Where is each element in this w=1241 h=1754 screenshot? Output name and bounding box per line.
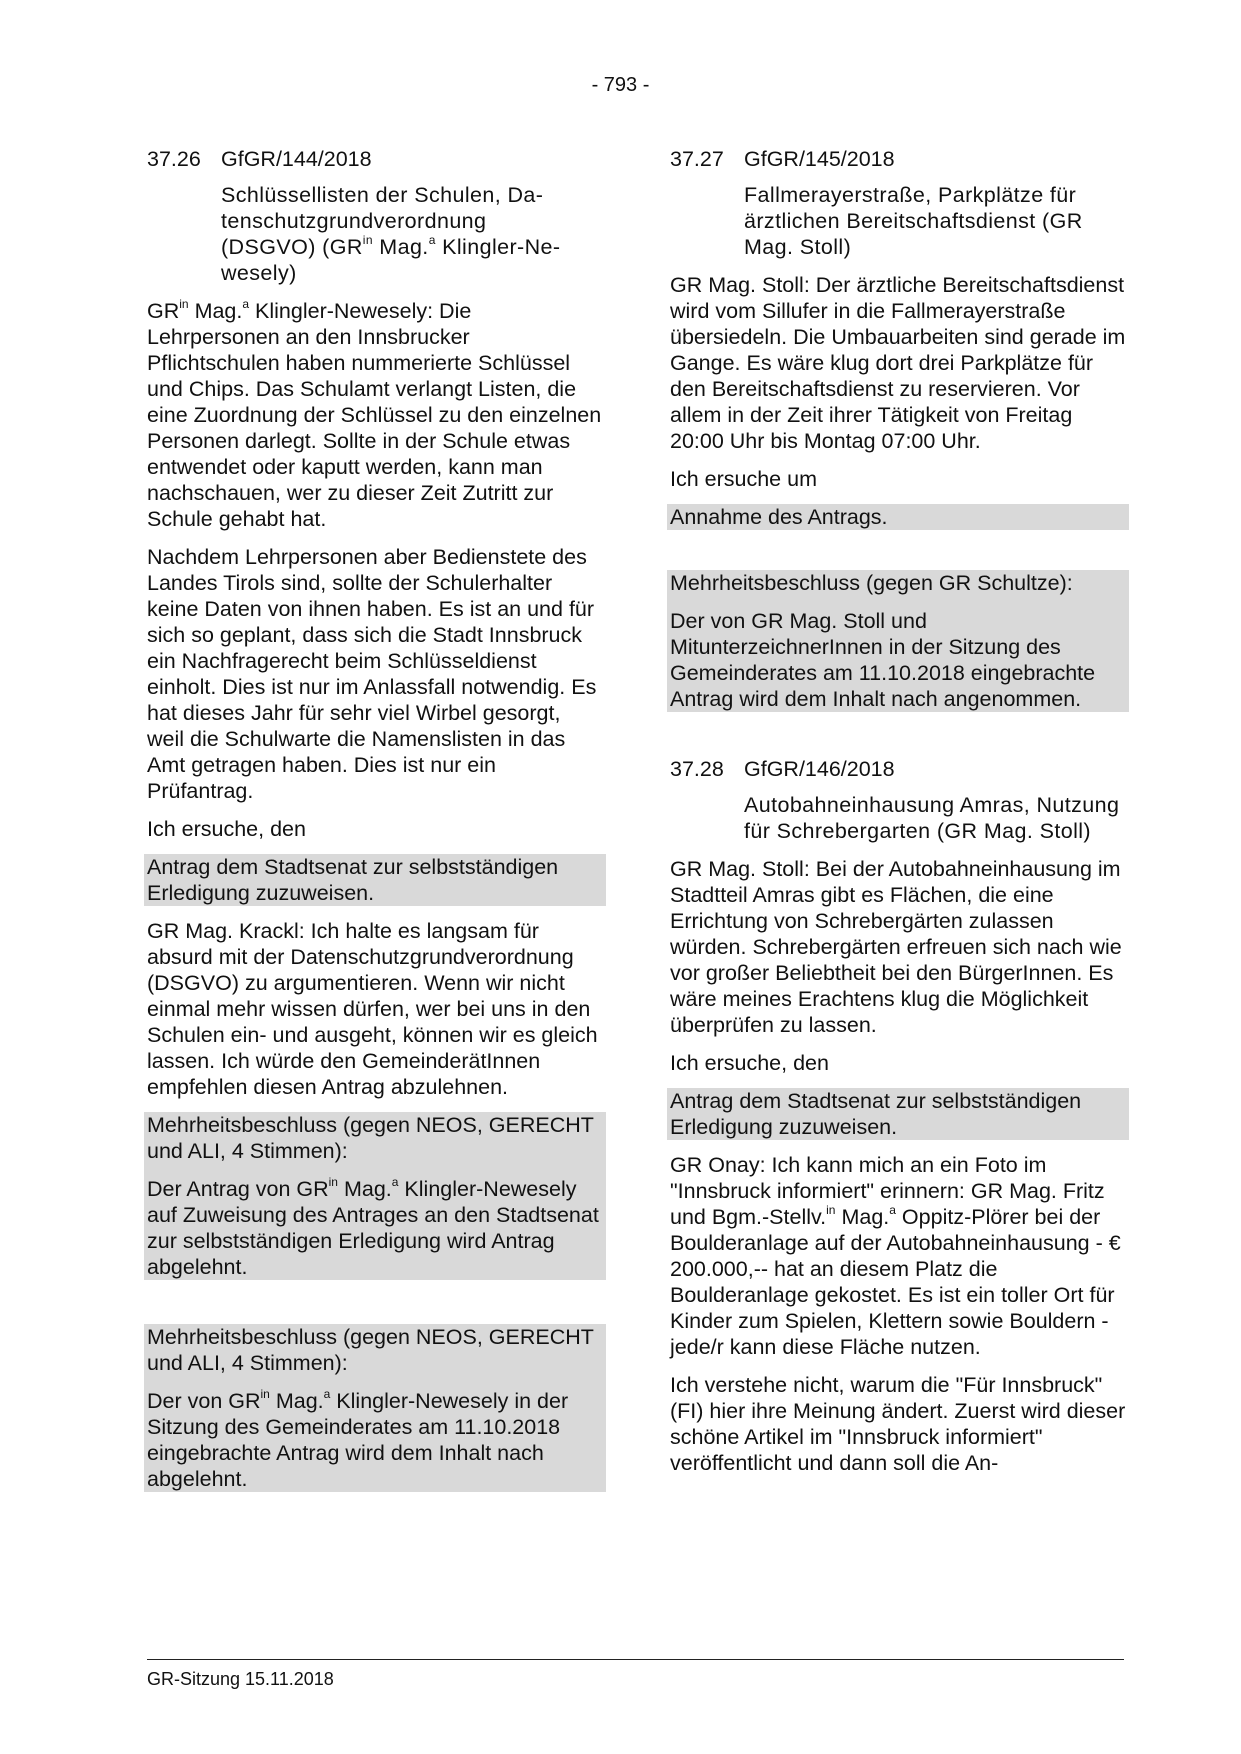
request-box xyxy=(667,1088,1129,1140)
item-number: 37.28 xyxy=(670,757,724,781)
paragraph: GR Mag. Krackl: Ich halte es langsam für absurd mit der Datenschutzgrundverordnung (DSGVO) zu argumentieren. Wenn wir nicht einmal mehr wissen dürfen, wer bei uns in den Schulen ein- und ausgeht, können wir es gleich lassen. Ich würde den GemeinderätInnen empfehlen diesen Antrag abzulehnen. xyxy=(147,919,598,1099)
page-number: - 793 - xyxy=(591,74,650,96)
item-heading-37-26 xyxy=(147,146,603,172)
superscript: in xyxy=(362,232,373,247)
item-title: Fallmerayerstraße, Parkplätze für ärztlichen Bereitschaftsdienst (GR Mag. Stoll) xyxy=(744,183,1083,259)
item-number: 37.26 xyxy=(147,147,201,171)
title-text: Klingler-Ne- xyxy=(435,235,561,259)
paragraph: Ich ersuche um xyxy=(670,467,817,491)
text: Oppitz-Plörer bei der Boulderanlage auf der Autobahneinhausung - € 200.000,-- hat an diesem Platz die Boulderanlage gekostet. Es ist ein toller Ort für Kinder zum Spielen, Klettern sowie Bouldern - jede/r kann diese Fläche nutzen. xyxy=(670,1205,1121,1359)
paragraph xyxy=(147,298,603,532)
item-code: GfGR/145/2018 xyxy=(744,147,895,171)
request-box xyxy=(144,854,606,906)
superscript: a xyxy=(323,1386,331,1401)
vote-box xyxy=(667,570,1129,712)
title-text: Mag. xyxy=(372,235,429,259)
paragraph: GR Mag. Stoll: Der ärztliche Bereitschaftsdienst wird vom Sillufer in die Fallmerayerstraße übersiedeln. Die Umbauarbeiten sind gerade im Gange. Es wäre klug dort drei Parkplätze für den Bereitschaftsdienst zu reservieren. Vor allem in der Zeit ihrer Tätigkeit von Freitag 20:00 Uhr bis Montag 07:00 Uhr. xyxy=(670,273,1126,453)
title-text: (DSGVO) (GR xyxy=(221,235,363,259)
item-heading-37-28 xyxy=(670,756,1126,782)
footer-text: GR-Sitzung 15.11.2018 xyxy=(147,1669,334,1689)
text: Mag. xyxy=(188,299,243,323)
paragraph: Ich ersuche, den xyxy=(147,817,306,841)
request-text: Antrag dem Stadtsenat zur selbstständigen Erledigung zuzuweisen. xyxy=(147,855,559,905)
text: Klingler-Newesely: Die Lehrpersonen an den Innsbrucker Pflichtschulen haben nummerierte Schlüssel und Chips. Das Schulamt verlangt Listen, die eine Zuordnung der Schlüssel zu den einzelnen Personen darlegt. Sollte in der Schule etwas entwendet oder kaputt werden, kann man nachschauen, wer zu dieser Zeit Zutritt zur Schule gehabt hat. xyxy=(147,299,602,531)
right-column xyxy=(670,146,1126,1488)
title-line: tenschutzgrundverordnung xyxy=(221,209,487,233)
superscript: a xyxy=(391,1174,399,1189)
text: GR xyxy=(147,299,180,323)
text: Klingler-Newesely auf Zuweisung des Antrages an den Stadtsenat zur selbstständigen Erledigung wird Antrag abgelehnt. xyxy=(147,1177,599,1279)
paragraph: Ich verstehe nicht, warum die "Für Innsbruck" (FI) hier ihre Meinung ändert. Zuerst wird dieser schöne Artikel im "Innsbruck informiert" veröffentlicht und dann soll die An- xyxy=(670,1373,1126,1475)
request-box xyxy=(667,504,1129,530)
item-number: 37.27 xyxy=(670,147,724,171)
title-line xyxy=(221,234,603,260)
item-heading-37-27 xyxy=(670,146,1126,172)
paragraph: Nachdem Lehrpersonen aber Bedienstete des Landes Tirols sind, sollte der Schulerhalter keine Daten von ihnen haben. Es ist an und für sich so geplant, dass sich die Stadt Innsbruck ein Nachfragerecht beim Schlüsseldienst einholt. Dies ist nur im Anlassfall notwendig. Es hat dieses Jahr für sehr viel Wirbel gesorgt, weil die Schulwarte die Namenslisten in das Amt getragen haben. Dies ist nur ein Prüfantrag. xyxy=(147,545,597,803)
vote-text xyxy=(147,1176,603,1280)
vote-box xyxy=(144,1324,606,1492)
superscript: in xyxy=(260,1386,270,1401)
item-title xyxy=(221,182,603,286)
footer-divider xyxy=(147,1659,1124,1660)
request-text: Antrag dem Stadtsenat zur selbstständigen Erledigung zuzuweisen. xyxy=(670,1089,1082,1139)
title-line: Schlüssellisten der Schulen, Da- xyxy=(221,183,544,207)
paragraph: Ich ersuche, den xyxy=(670,1051,829,1075)
item-code: GfGR/146/2018 xyxy=(744,757,895,781)
left-column xyxy=(147,146,603,1492)
superscript: in xyxy=(826,1202,836,1217)
text: Klingler-Newesely in der Sitzung des Gemeinderates am 11.10.2018 eingebrachte Antrag wird dem Inhalt nach abgelehnt. xyxy=(147,1389,569,1491)
text: Der Antrag von GR xyxy=(147,1177,329,1201)
superscript: in xyxy=(328,1174,338,1189)
text: Der von GR xyxy=(147,1389,261,1413)
text: GR Onay: Ich kann mich an ein Foto im "Innsbruck informiert" erinnern: GR Mag. Fritz und Bgm.-Stellv. xyxy=(670,1153,1105,1229)
superscript: in xyxy=(179,296,189,311)
title-line: wesely) xyxy=(221,261,297,285)
item-title: Autobahneinhausung Amras, Nutzung für Schrebergarten (GR Mag. Stoll) xyxy=(744,793,1120,843)
vote-heading: Mehrheitsbeschluss (gegen NEOS, GERECHT und ALI, 4 Stimmen): xyxy=(147,1113,594,1163)
paragraph xyxy=(670,1152,1126,1360)
text: Mag. xyxy=(269,1389,324,1413)
vote-heading: Mehrheitsbeschluss (gegen NEOS, GERECHT und ALI, 4 Stimmen): xyxy=(147,1325,594,1375)
vote-heading: Mehrheitsbeschluss (gegen GR Schultze): xyxy=(670,571,1073,595)
paragraph: GR Mag. Stoll: Bei der Autobahneinhausung im Stadtteil Amras gibt es Flächen, die eine Errichtung von Schrebergärten zulassen würden. Schrebergärten erfreuen sich nach wie vor großer Beliebtheit bei den BürgerInnen. Es wäre meines Erachtens klug die Möglichkeit überprüfen zu lassen. xyxy=(670,857,1122,1037)
text: Mag. xyxy=(337,1177,392,1201)
item-code: GfGR/144/2018 xyxy=(221,147,372,171)
vote-text: Der von GR Mag. Stoll und MitunterzeichnerInnen in der Sitzung des Gemeinderates am 11.10.2018 eingebrachte Antrag wird dem Inhalt nach angenommen. xyxy=(670,609,1096,711)
text: Mag. xyxy=(835,1205,890,1229)
vote-box xyxy=(144,1112,606,1280)
vote-text xyxy=(147,1388,603,1492)
superscript: a xyxy=(242,296,250,311)
superscript: a xyxy=(889,1202,896,1217)
request-text: Annahme des Antrags. xyxy=(670,505,888,529)
superscript: a xyxy=(428,232,436,247)
